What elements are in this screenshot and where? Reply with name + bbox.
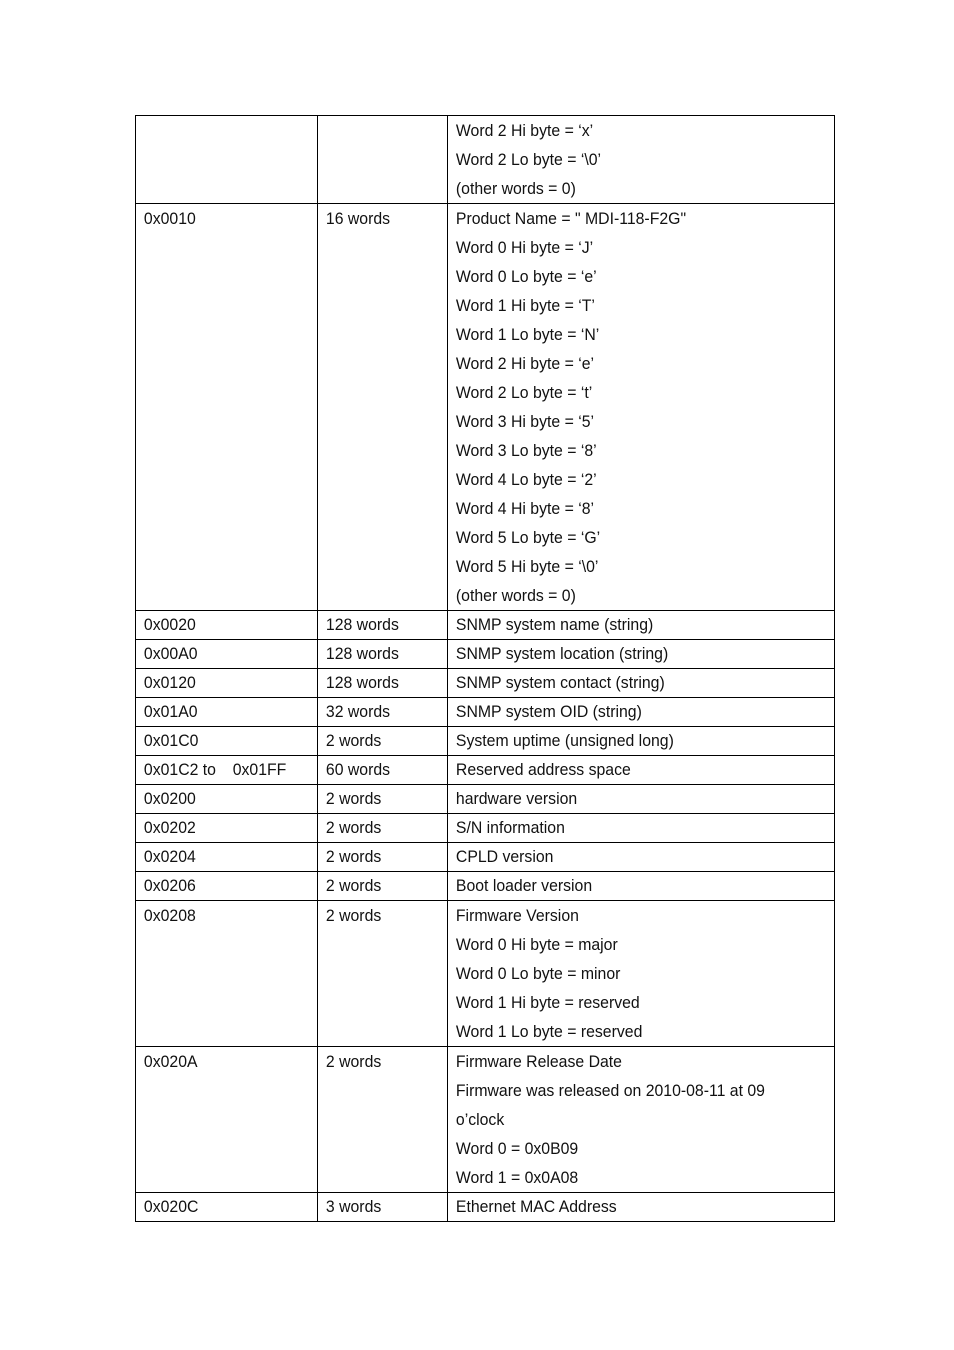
size-text: 128 words [325, 615, 399, 634]
size-cell [318, 843, 439, 872]
table-row [136, 843, 835, 872]
address-text: 0x0204 [143, 847, 196, 866]
size-text: 60 words [325, 760, 390, 779]
address-text: 0x0202 [143, 818, 196, 837]
address-text: 0x0020 [143, 615, 196, 634]
table-row [136, 698, 835, 727]
size-text: 2 words [325, 818, 381, 837]
address-cell [136, 901, 305, 1047]
address-cell [136, 727, 305, 756]
table-row [136, 204, 835, 611]
description-line: Word 1 Lo byte = ‘N’ [455, 325, 599, 344]
description-cell [448, 669, 808, 698]
address-cell [136, 698, 305, 727]
table-row [136, 1193, 835, 1222]
description-line: o’clock [455, 1110, 504, 1129]
size-text: 2 words [325, 789, 381, 808]
size-cell [318, 785, 439, 814]
description-line: S/N information [455, 818, 565, 837]
address-cell [136, 814, 305, 843]
description-cell [448, 640, 808, 669]
size-text: 32 words [325, 702, 390, 721]
size-text: 16 words [325, 209, 390, 228]
description-cell [448, 1047, 808, 1193]
description-line: CPLD version [455, 847, 553, 866]
address-cell [136, 116, 305, 204]
description-line: (other words = 0) [455, 586, 576, 605]
size-text: 128 words [325, 673, 399, 692]
address-cell [136, 611, 305, 640]
document-page [135, 115, 819, 1222]
size-text: 3 words [325, 1197, 381, 1216]
description-line: Word 2 Hi byte = ‘x’ [455, 121, 593, 140]
description-line: SNMP system location (string) [455, 644, 668, 663]
size-text: 2 words [325, 876, 381, 895]
description-line: Word 4 Hi byte = ‘8’ [455, 499, 594, 518]
description-line: SNMP system contact (string) [455, 673, 665, 692]
description-line: Word 0 Lo byte = ‘e’ [455, 267, 597, 286]
description-line: Word 1 = 0x0A08 [455, 1168, 578, 1187]
description-line: Word 3 Lo byte = ‘8’ [455, 441, 597, 460]
table-row [136, 611, 835, 640]
address-end-text: 0x01FF [232, 760, 286, 779]
address-text: 0x0120 [143, 673, 196, 692]
description-line: Boot loader version [455, 876, 592, 895]
description-line: Ethernet MAC Address [455, 1197, 617, 1216]
address-text: 0x020C [143, 1197, 198, 1216]
description-line: Word 1 Hi byte = reserved [455, 993, 640, 1012]
address-cell [136, 204, 305, 611]
description-line: Firmware was released on 2010-08-11 at 09 [455, 1081, 765, 1100]
size-cell [318, 756, 439, 785]
address-text: 0x0010 [143, 209, 196, 228]
description-line: System uptime (unsigned long) [455, 731, 674, 750]
description-line: Word 0 = 0x0B09 [455, 1139, 578, 1158]
description-cell [448, 116, 808, 204]
table-row [136, 1047, 835, 1193]
address-text: 0x0208 [143, 906, 196, 925]
address-cell [136, 1047, 305, 1193]
description-line: Word 5 Hi byte = ‘\0’ [455, 557, 598, 576]
description-line: Word 5 Lo byte = ‘G’ [455, 528, 600, 547]
table-row [136, 872, 835, 901]
description-line: hardware version [455, 789, 577, 808]
description-cell [448, 1193, 808, 1222]
description-cell [448, 814, 808, 843]
address-text: 0x01C2 to [143, 760, 216, 779]
size-cell [318, 640, 439, 669]
description-line: Word 0 Lo byte = minor [455, 964, 620, 983]
table-row [136, 116, 835, 204]
description-line: Reserved address space [455, 760, 631, 779]
address-cell [136, 756, 305, 785]
size-cell [318, 204, 439, 611]
description-line: Product Name = " MDI-118-F2G" [455, 209, 686, 228]
table-row [136, 901, 835, 1047]
size-cell [318, 814, 439, 843]
description-cell [448, 204, 808, 611]
description-cell [448, 843, 808, 872]
description-line: Word 1 Hi byte = ‘T’ [455, 296, 595, 315]
address-text: 0x01C0 [143, 731, 198, 750]
size-cell [318, 901, 439, 1047]
size-text: 2 words [325, 847, 381, 866]
description-cell [448, 901, 808, 1047]
table-row [136, 669, 835, 698]
address-cell [136, 669, 305, 698]
description-line: Word 3 Hi byte = ‘5’ [455, 412, 594, 431]
size-cell [318, 1047, 439, 1193]
description-cell [448, 785, 808, 814]
description-line: Word 0 Hi byte = ‘J’ [455, 238, 593, 257]
size-text: 2 words [325, 1052, 381, 1071]
address-cell [136, 872, 305, 901]
address-text: 0x0200 [143, 789, 196, 808]
address-cell [136, 640, 305, 669]
table-row [136, 640, 835, 669]
size-cell [318, 698, 439, 727]
size-cell [318, 727, 439, 756]
description-cell [448, 756, 808, 785]
table-row [136, 814, 835, 843]
address-text: 0x0206 [143, 876, 196, 895]
register-table [135, 115, 835, 1222]
description-line: Word 0 Hi byte = major [455, 935, 618, 954]
description-line: Word 2 Hi byte = ‘e’ [455, 354, 594, 373]
size-cell [318, 872, 439, 901]
description-line: (other words = 0) [455, 179, 576, 198]
address-cell [136, 1193, 305, 1222]
address-text: 0x01A0 [143, 702, 198, 721]
address-text: 0x020A [143, 1052, 198, 1071]
description-line: SNMP system OID (string) [455, 702, 642, 721]
table-row [136, 727, 835, 756]
table-row [136, 785, 835, 814]
description-cell [448, 698, 808, 727]
description-line: Firmware Version [455, 906, 579, 925]
size-cell [318, 611, 439, 640]
register-table-body [136, 116, 835, 1222]
address-cell [136, 785, 305, 814]
size-text: 2 words [325, 731, 381, 750]
address-cell [136, 843, 305, 872]
description-line: Word 1 Lo byte = reserved [455, 1022, 642, 1041]
description-line: Word 2 Lo byte = ‘t’ [455, 383, 592, 402]
address-text: 0x00A0 [143, 644, 198, 663]
description-line: SNMP system name (string) [455, 615, 653, 634]
description-cell [448, 872, 808, 901]
description-cell [448, 611, 808, 640]
description-line: Word 2 Lo byte = ‘\0’ [455, 150, 601, 169]
description-line: Word 4 Lo byte = ‘2’ [455, 470, 597, 489]
description-line: Firmware Release Date [455, 1052, 622, 1071]
size-text: 128 words [325, 644, 399, 663]
size-cell [318, 116, 439, 204]
size-cell [318, 1193, 439, 1222]
description-cell [448, 727, 808, 756]
size-text: 2 words [325, 906, 381, 925]
table-row [136, 756, 835, 785]
size-cell [318, 669, 439, 698]
